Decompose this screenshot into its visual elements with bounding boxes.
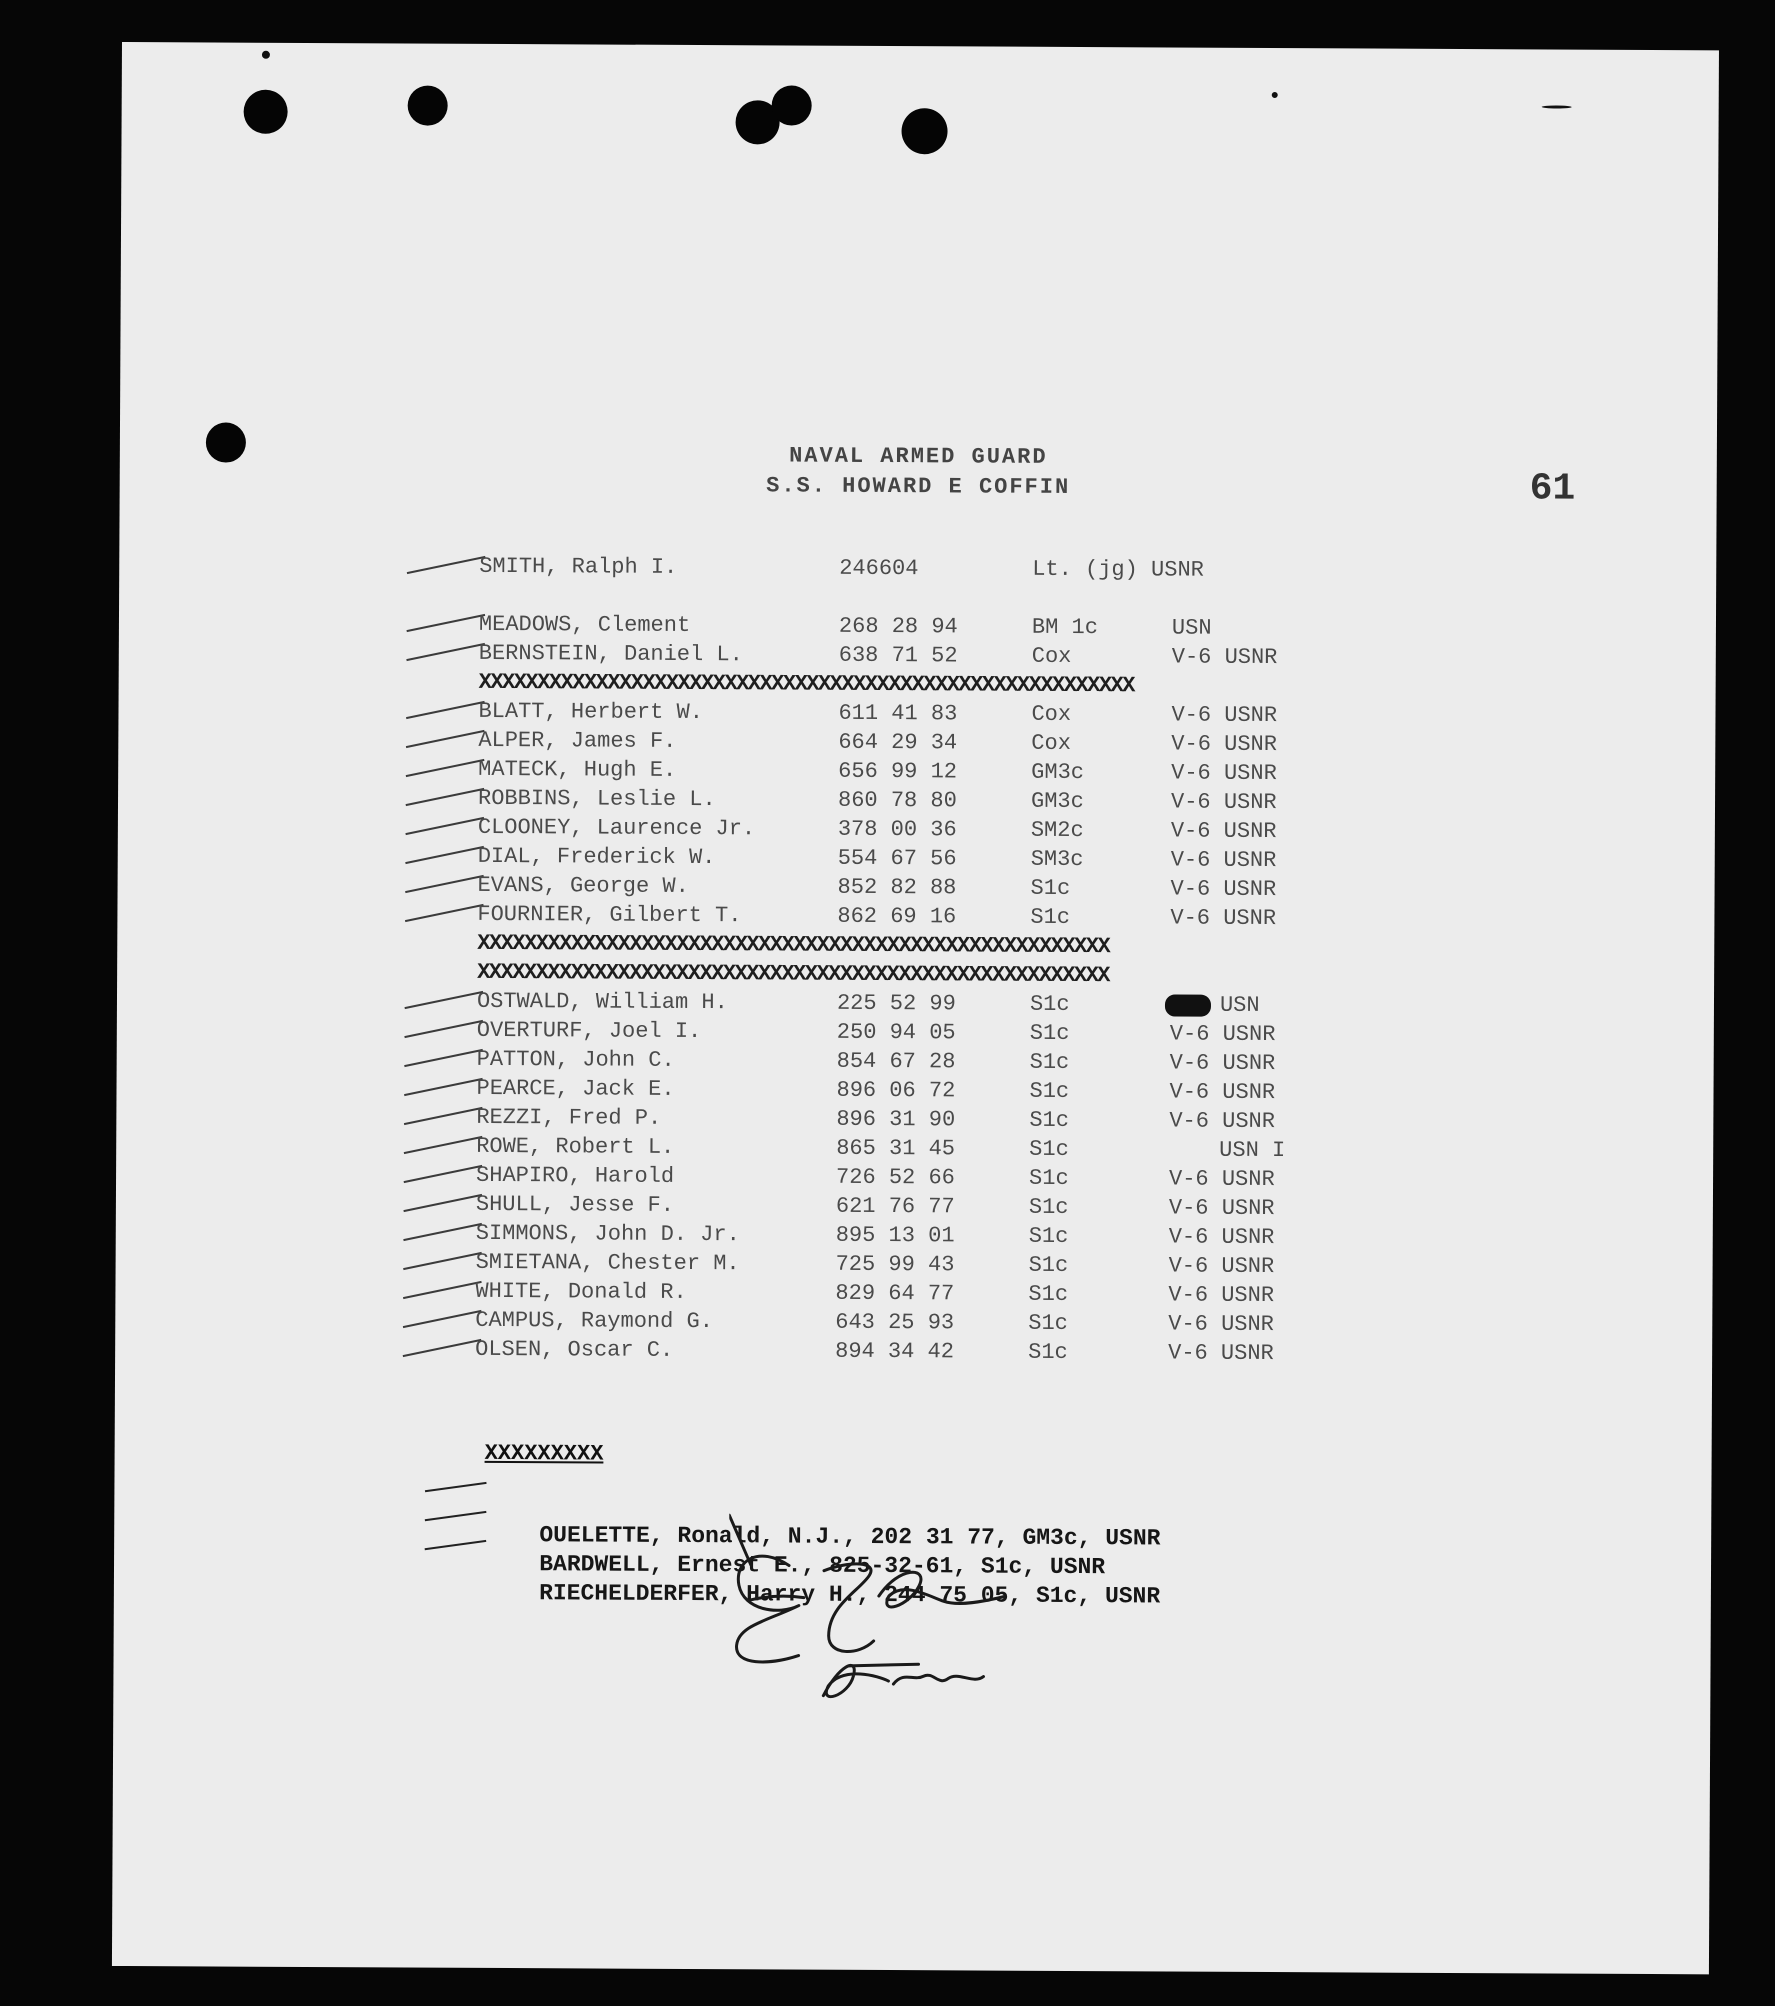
crew-class: V-6 USNR (1170, 847, 1277, 874)
document-title: NAVAL ARMED GUARD (789, 443, 1048, 470)
crew-class: V-6 USNR (1170, 789, 1277, 816)
crew-name: REZZI, Fred P. (476, 1104, 662, 1131)
crew-name: BLATT, Herbert W. (478, 698, 703, 726)
crew-class: V-6 USNR (1171, 731, 1278, 758)
crew-row (477, 872, 1277, 903)
crew-name: OSTWALD, William H. (476, 988, 728, 1016)
strike-mark (403, 1281, 482, 1299)
crew-row (477, 901, 1277, 932)
strike-mark (404, 1136, 483, 1154)
ship-name: S.S. HOWARD E COFFIN (766, 473, 1071, 500)
crew-service-no: 852 82 88 (837, 874, 957, 901)
crew-row (476, 1104, 1276, 1135)
strike-mark (406, 759, 485, 777)
strike-mark (404, 1165, 483, 1183)
crew-name: SHULL, Jesse F. (475, 1191, 675, 1218)
strike-mark (403, 1310, 482, 1328)
crew-name: BERNSTEIN, Daniel L. (478, 640, 743, 668)
strike-mark (425, 1511, 487, 1521)
crew-rate: S1c (1028, 1339, 1068, 1365)
crew-rate: Cox (1031, 730, 1072, 756)
crew-rate: S1c (1029, 1020, 1070, 1046)
crew-name: PEARCE, Jack E. (476, 1075, 675, 1102)
crew-class: V-6 USNR (1169, 1021, 1276, 1048)
speck (1542, 105, 1572, 108)
crew-name: CLOONEY, Laurence Jr. (477, 814, 756, 842)
strike-mark (405, 904, 484, 922)
strike-mark (404, 1107, 483, 1125)
crew-name: ALPER, James F. (478, 727, 677, 754)
page-number: 61 (1529, 467, 1576, 511)
strike-mark (404, 1020, 483, 1038)
crew-row (476, 1046, 1276, 1077)
crew-rate: S1c (1028, 1310, 1068, 1336)
punch-hole (408, 85, 448, 125)
crew-name: EVANS, George W. (477, 872, 689, 899)
struck-out-line: XXXXXXXXXXXXXXXXXXXXXXXXXXXXXXXXXXXXXXXXXXXXXXXXXXXXXXXX (478, 669, 1135, 699)
officer-service-no: 246604 (839, 555, 919, 582)
crew-row (476, 1162, 1275, 1193)
crew-class: V-6 USNR (1168, 1340, 1274, 1367)
crew-class: V-6 USNR (1168, 1253, 1275, 1280)
crew-class: V-6 USNR (1170, 818, 1277, 845)
crew-row (478, 727, 1278, 758)
crew-rate: SM3c (1030, 846, 1084, 873)
crew-class: V-6 USNR (1169, 1079, 1276, 1106)
crew-service-no: 860 78 80 (837, 787, 957, 814)
crew-rate: S1c (1029, 1107, 1070, 1133)
crew-service-no: 725 99 43 (835, 1251, 955, 1278)
crew-name: WHITE, Donald R. (475, 1278, 687, 1305)
crew-rate: BM 1c (1031, 614, 1099, 641)
crew-row (476, 1017, 1276, 1048)
crew-rate: S1c (1028, 1223, 1069, 1249)
crew-name: ROWE, Robert L. (476, 1133, 675, 1160)
crew-class: V-6 USNR (1171, 644, 1278, 671)
crew-name: SHAPIRO, Harold (476, 1162, 675, 1189)
speck (1272, 92, 1278, 98)
strike-mark (403, 1194, 482, 1212)
crew-row (477, 843, 1277, 874)
crew-service-no: 268 28 94 (838, 613, 958, 640)
crew-rate: S1c (1029, 1136, 1069, 1162)
crew-rate: GM3c (1031, 759, 1085, 786)
crew-class: V-6 USNR (1170, 905, 1277, 932)
crew-name: CAMPUS, Raymond G. (475, 1307, 714, 1335)
crew-rate: S1c (1028, 1252, 1069, 1278)
crew-name: ROBBINS, Leslie L. (477, 785, 716, 813)
crew-row (477, 814, 1277, 845)
crew-name: SIMMONS, John D. Jr. (475, 1220, 740, 1248)
crew-name: MEADOWS, Clement (478, 611, 691, 638)
document-page (112, 42, 1719, 1974)
crew-service-no: 643 25 93 (835, 1309, 955, 1336)
crew-class: V-6 USNR (1168, 1311, 1274, 1338)
crew-row (475, 1307, 1274, 1338)
crew-class: USN I (1219, 1137, 1286, 1164)
officer-name: SMITH, Ralph I. (479, 553, 678, 580)
crew-name: PATTON, John C. (476, 1046, 675, 1073)
crew-service-no: 829 64 77 (835, 1280, 955, 1307)
crew-service-no: 638 71 52 (838, 642, 958, 669)
crew-service-no: 726 52 66 (836, 1164, 955, 1191)
crew-row (478, 611, 1212, 641)
crew-row (475, 1249, 1275, 1280)
crew-class: V-6 USNR (1168, 1282, 1275, 1309)
crew-service-no: 250 94 05 (836, 1019, 956, 1046)
strike-mark (404, 1078, 483, 1096)
officer-row (479, 553, 1204, 583)
crew-row (475, 1220, 1275, 1251)
crew-class: V-6 USNR (1168, 1195, 1275, 1222)
crew-service-no: 554 67 56 (837, 845, 957, 872)
strike-mark (403, 1339, 482, 1357)
crew-class: V-6 USNR (1170, 876, 1277, 903)
strike-mark (407, 556, 486, 574)
strike-mark (425, 1540, 487, 1550)
punch-hole (772, 85, 812, 125)
strike-mark (404, 1049, 483, 1067)
strike-mark (403, 1223, 482, 1241)
crew-row (478, 756, 1277, 787)
crew-rate: S1c (1030, 875, 1071, 901)
strike-mark (405, 846, 484, 864)
crew-rate: S1c (1028, 1281, 1069, 1307)
crew-rate: Cox (1031, 643, 1072, 669)
struck-out-line: XXXXXXXXXXXXXXXXXXXXXXXXXXXXXXXXXXXXXXXXXXXXXXXXXXXXXX (477, 930, 1110, 960)
crew-service-no: 621 76 77 (835, 1193, 955, 1220)
crew-rate: S1c (1029, 991, 1070, 1017)
crew-service-no: 854 67 28 (836, 1048, 956, 1075)
punch-hole (901, 108, 947, 154)
crew-service-no: 896 06 72 (836, 1077, 956, 1104)
crew-service-no: 895 13 01 (835, 1222, 955, 1249)
crew-rate: S1c (1030, 904, 1071, 930)
addition-text: RIECHELDERFER, Harry H., 244 75 05, S1c, USNR (539, 1580, 1161, 1610)
crew-row (476, 1075, 1276, 1106)
crew-service-no: 378 00 36 (837, 816, 957, 843)
crew-rate: S1c (1029, 1049, 1070, 1075)
crew-row (475, 1191, 1275, 1222)
crew-row (477, 785, 1277, 816)
ink-blot (1165, 994, 1211, 1016)
crew-class: USN (1219, 992, 1260, 1018)
crew-row (476, 1133, 1286, 1164)
strike-mark (406, 730, 485, 748)
punch-hole (244, 90, 288, 134)
strike-mark (405, 875, 484, 893)
struck-out-line: XXXXXXXXXXXXXXXXXXXXXXXXXXXXXXXXXXXXXXXXXXXXXXXXXXXXXX (477, 959, 1110, 989)
crew-service-no: 225 52 99 (836, 990, 956, 1017)
crew-class: V-6 USNR (1168, 1166, 1275, 1193)
crew-row (476, 988, 1260, 1018)
crew-service-no: 862 69 16 (837, 903, 957, 930)
crew-class: V-6 USNR (1168, 1224, 1275, 1251)
crew-service-no: 656 99 12 (838, 758, 958, 785)
strike-mark (406, 643, 485, 661)
crew-rate: GM3c (1030, 788, 1084, 815)
crew-class: V-6 USNR (1169, 1108, 1276, 1135)
crew-name: OLSEN, Oscar C. (475, 1336, 674, 1363)
crew-rate: S1c (1028, 1194, 1069, 1220)
crew-name: SMIETANA, Chester M. (475, 1249, 740, 1277)
speck (262, 51, 270, 59)
crew-row (478, 640, 1278, 671)
crew-name: DIAL, Frederick W. (477, 843, 716, 871)
crew-class: V-6 USNR (1171, 760, 1277, 787)
strike-mark (406, 788, 485, 806)
officer-rank: Lt. (jg) USNR (1032, 556, 1204, 583)
crew-service-no: 865 31 45 (836, 1135, 956, 1162)
crew-name: FOURNIER, Gilbert T. (477, 901, 742, 929)
crew-service-no: 611 41 83 (838, 700, 958, 727)
crew-class: USN (1171, 615, 1212, 641)
crew-row (475, 1278, 1275, 1309)
crew-rate: Cox (1031, 701, 1072, 727)
additions-label: XXXXXXXXX (484, 1440, 604, 1467)
strike-mark (406, 701, 485, 719)
crew-service-no: 894 34 42 (835, 1338, 955, 1365)
signature (728, 1505, 1049, 1707)
crew-name: MATECK, Hugh E. (478, 756, 677, 783)
crew-rate: S1c (1029, 1078, 1070, 1104)
crew-service-no: 896 31 90 (836, 1106, 956, 1133)
crew-rate: S1c (1028, 1165, 1069, 1191)
crew-row (478, 698, 1278, 729)
strike-mark (405, 817, 484, 835)
crew-row (475, 1336, 1274, 1367)
strike-mark (403, 1252, 482, 1270)
addition-text: BARDWELL, Ernest E., 825-32-61, S1c, USNR (539, 1551, 1106, 1581)
addition-text: OUELETTE, Ronald, N.J., 202 31 77, GM3c, USNR (539, 1522, 1161, 1552)
crew-name: OVERTURF, Joel I. (476, 1017, 702, 1045)
crew-class: V-6 USNR (1169, 1050, 1276, 1077)
crew-service-no: 664 29 34 (838, 729, 958, 756)
strike-mark (404, 991, 483, 1009)
strike-mark (406, 614, 485, 632)
crew-class: V-6 USNR (1171, 702, 1278, 729)
crew-rate: SM2c (1030, 817, 1084, 844)
